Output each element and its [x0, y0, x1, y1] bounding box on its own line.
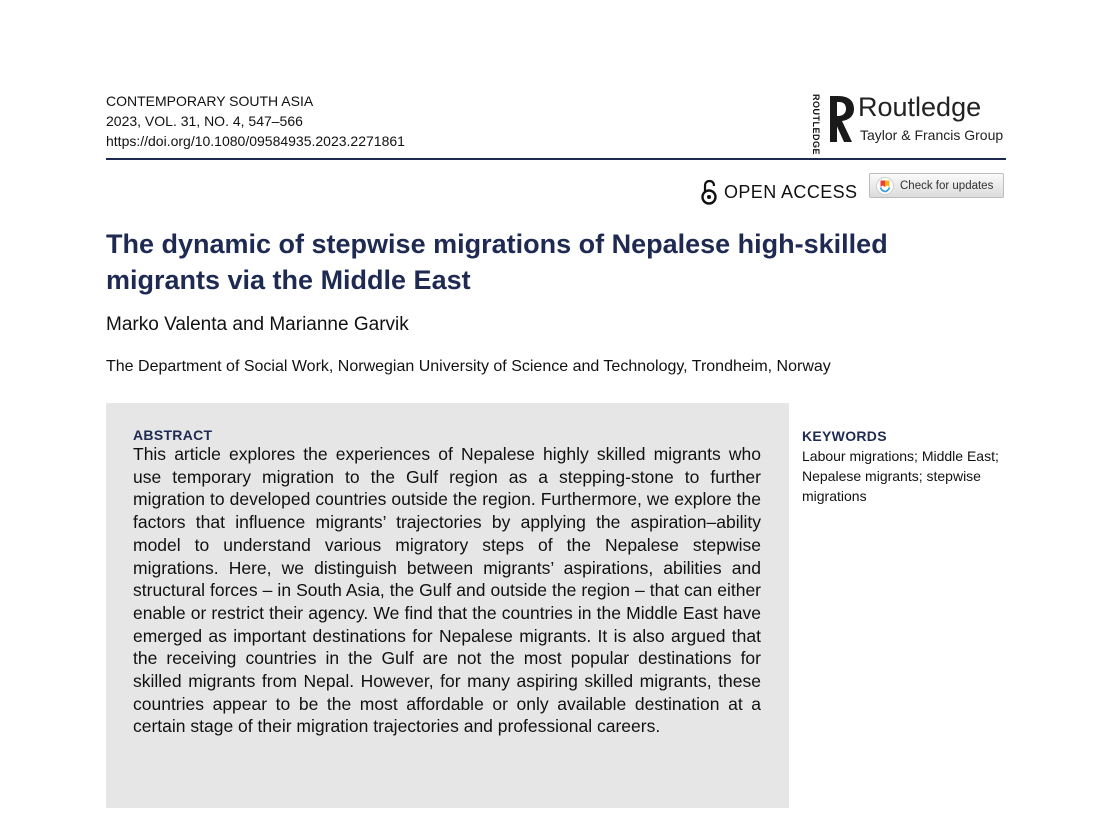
publisher-vertical-label: ROUTLEDGE	[811, 94, 821, 156]
open-lock-icon	[700, 179, 718, 205]
doi-link[interactable]: https://doi.org/10.1080/09584935.2023.2271861	[106, 133, 405, 149]
check-for-updates-button[interactable]	[869, 173, 1004, 198]
keywords-heading: KEYWORDS	[802, 428, 887, 444]
open-access-label: OPEN ACCESS	[724, 181, 858, 202]
keywords-section	[802, 428, 1002, 506]
journal-name: CONTEMPORARY SOUTH ASIA	[106, 93, 314, 109]
abstract-text: This article explores the experiences of Nepalese highly skilled migrants who use temporary migration to the Gulf region as a stepping-stone to further migration to developed countries outside the region. Furthermore, we explore the factors that influence migrants’ trajectories by applying the aspiration–ability model to understand various migratory steps of the Nepalese stepwise migrations. Here, we distinguish between migrants’ aspirations, abilities and structural forces – in South Asia, the Gulf and outside the region – that can either enable or restrict their agency. We find that the countries in the Middle East have emerged as important destinations for Nepalese migrants. It is also argued that the receiving countries in the Gulf are not the most popular destinations for skilled migrants from Nepal. However, for many aspiring skilled migrants, these countries appear to be the most affordable or only available destination at a certain stage of their migration trajectories and professional careers.	[133, 444, 761, 737]
abstract-heading: ABSTRACT	[133, 427, 213, 443]
abstract-section	[106, 403, 789, 808]
crossmark-icon	[876, 177, 894, 195]
publisher-group: Taylor & Francis Group	[860, 127, 1004, 143]
journal-citation: 2023, VOL. 31, NO. 4, 547–566	[106, 113, 303, 129]
publisher-logo[interactable]	[808, 90, 1008, 156]
check-for-updates-label: Check for updates	[900, 179, 994, 192]
publisher-name: Routledge	[858, 92, 982, 122]
routledge-logo-icon	[824, 92, 856, 144]
journal-meta	[106, 91, 405, 151]
article-authors: Marko Valenta and Marianne Garvik	[106, 314, 409, 335]
article-title: The dynamic of stepwise migrations of Nepalese high-skilled migrants via the Middle East	[106, 229, 888, 295]
keywords-list: Labour migrations; Middle East; Nepalese migrants; stepwise migrations	[802, 448, 999, 504]
header-divider	[106, 158, 1006, 160]
open-access-badge	[700, 178, 857, 206]
author-affiliation: The Department of Social Work, Norwegian University of Science and Technology, Trondheim, Norway	[106, 358, 831, 375]
